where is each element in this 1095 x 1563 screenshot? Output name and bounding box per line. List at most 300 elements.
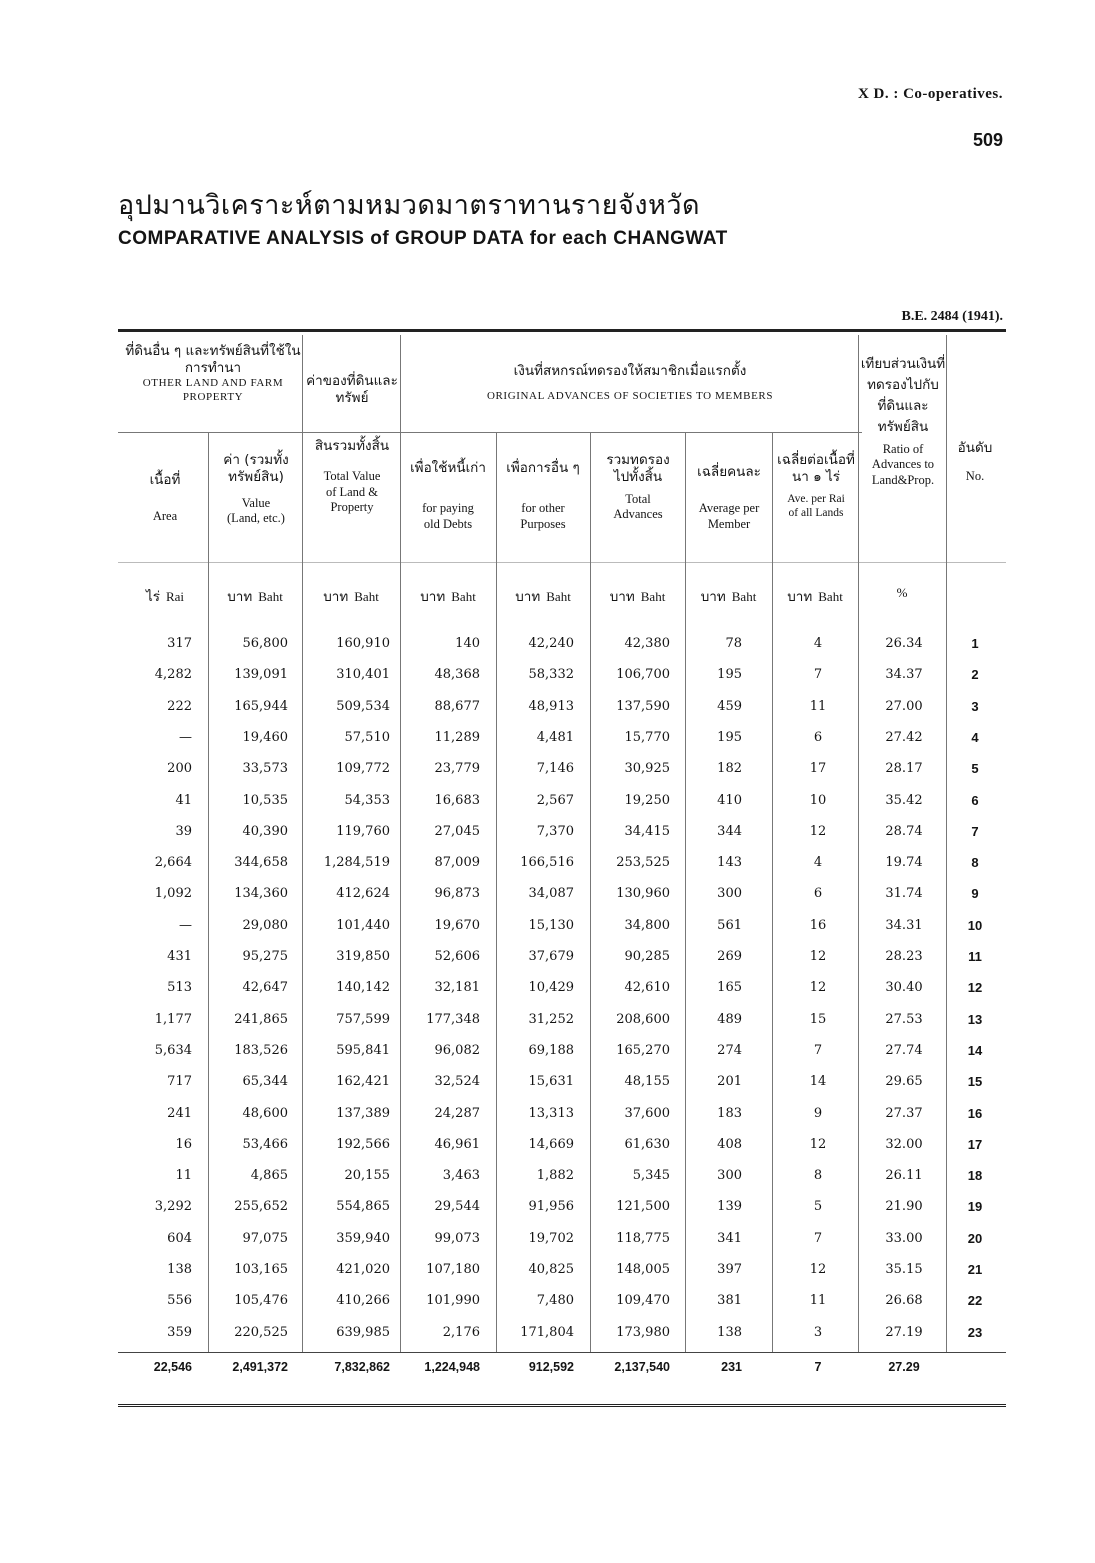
cell-old-debts: 46,961 (434, 1137, 480, 1152)
cell-value: 19,460 (242, 730, 288, 745)
cell-other: 69,188 (528, 1043, 574, 1058)
cell-ratio: 28.17 (885, 761, 923, 776)
cell-total-value: 310,401 (336, 667, 390, 682)
cell-ratio: 27.42 (885, 730, 923, 745)
header-other-land-en2: PROPERTY (182, 390, 244, 403)
header-other-purposes-thai: เพื่อการอื่น ๆ (506, 460, 580, 476)
cell-other: 40,825 (528, 1262, 574, 1277)
cell-total-adv: 30,925 (624, 761, 670, 776)
header-total-value-en1: Total Value (323, 468, 381, 483)
cell-per-rai: 12 (809, 980, 827, 995)
cell-value: 65,344 (242, 1074, 288, 1089)
cell-ratio: 34.37 (885, 667, 923, 682)
table-row (0, 1043, 1095, 1067)
cell-old-debts: 140 (455, 636, 480, 651)
cell-total-adv: 109,470 (616, 1293, 670, 1308)
table-row (0, 1168, 1095, 1192)
cell-per-rai: 12 (809, 1262, 827, 1277)
header-rule-advances (302, 432, 862, 433)
table-row (0, 636, 1095, 660)
total-row (0, 1360, 1095, 1384)
cell-old-debts: 99,073 (434, 1231, 480, 1246)
cell-per-rai: 3 (813, 1325, 823, 1340)
cell-ratio: 27.53 (885, 1012, 923, 1027)
cell-total-adv: 5,345 (632, 1168, 670, 1183)
header-other-purposes-en2: Purposes (520, 516, 566, 531)
units-rule (118, 562, 1006, 563)
cell-area: 431 (167, 949, 192, 964)
header-old-debts-thai: เพื่อใช้หนี้เก่า (410, 460, 486, 476)
cell-ratio: 27.29 (888, 1360, 920, 1374)
cell-per-rai: 7 (813, 1231, 823, 1246)
table-row (0, 793, 1095, 817)
header-old-debts (400, 460, 496, 532)
cell-total-adv: 15,770 (624, 730, 670, 745)
table-row (0, 918, 1095, 942)
cell-value: 241,865 (234, 1012, 288, 1027)
cell-ratio: 35.15 (885, 1262, 923, 1277)
cell-area: 16 (175, 1137, 192, 1152)
cell-area: 556 (167, 1293, 192, 1308)
cell-old-debts: 16,683 (434, 793, 480, 808)
header-no-en: No. (965, 468, 985, 483)
cell-total-adv: 130,960 (616, 886, 670, 901)
cell-area: 1,177 (154, 1012, 192, 1027)
cell-total-adv: 106,700 (616, 667, 670, 682)
cell-old-debts: 24,287 (434, 1106, 480, 1121)
cell-area: 2,664 (154, 855, 192, 870)
cell-value: 29,080 (242, 918, 288, 933)
table-bottom-rule (118, 1404, 1006, 1407)
table-row (0, 667, 1095, 691)
cell-other: 7,480 (536, 1293, 574, 1308)
cell-old-debts: 2,176 (442, 1325, 480, 1340)
cell-ratio: 27.00 (885, 699, 923, 714)
cell-other: 166,516 (520, 855, 574, 870)
unit-percent: % (896, 585, 908, 600)
cell-per-rai: 5 (813, 1199, 823, 1214)
cell-no: 19 (967, 1199, 983, 1214)
cell-total-value: 359,940 (336, 1231, 390, 1246)
cell-value: 134,360 (234, 886, 288, 901)
cell-per-rai: 6 (813, 886, 823, 901)
cell-total-value: 595,841 (336, 1043, 390, 1058)
cell-total-adv: 61,630 (624, 1137, 670, 1152)
cell-per-rai: 17 (809, 761, 827, 776)
unit-baht: บาท Baht (323, 589, 379, 605)
cell-ratio: 30.40 (885, 980, 923, 995)
cell-avg: 300 (717, 1168, 742, 1183)
cell-per-rai: 9 (813, 1106, 823, 1121)
cell-no: 13 (967, 1012, 983, 1027)
cell-total-value: 554,865 (336, 1199, 390, 1214)
cell-value: 220,525 (234, 1325, 288, 1340)
header-other-land-en1: OTHER LAND AND FARM (142, 376, 284, 389)
cell-total-value: 160,910 (336, 636, 390, 651)
cell-area: — (179, 918, 192, 933)
cell-avg: 300 (717, 886, 742, 901)
table-row (0, 1012, 1095, 1036)
cell-value: 105,476 (234, 1293, 288, 1308)
cell-area: 39 (175, 824, 192, 839)
cell-ratio: 34.31 (885, 918, 923, 933)
cell-ratio: 27.19 (885, 1325, 923, 1340)
cell-per-rai: 12 (809, 1137, 827, 1152)
cell-old-debts: 87,009 (434, 855, 480, 870)
header-other-land (122, 343, 304, 404)
cell-total-value: 1,284,519 (323, 855, 390, 870)
cell-value: 95,275 (242, 949, 288, 964)
cell-other: 58,332 (528, 667, 574, 682)
table-row (0, 1106, 1095, 1130)
cell-avg: 195 (717, 730, 742, 745)
header-area-thai: เนื้อที่ (149, 472, 181, 488)
total-rule (118, 1352, 1006, 1353)
cell-total-value: 410,266 (336, 1293, 390, 1308)
cell-total-value: 319,850 (336, 949, 390, 964)
cell-no: 15 (967, 1074, 983, 1089)
cell-avg: 183 (717, 1106, 742, 1121)
cell-value: 48,600 (242, 1106, 288, 1121)
header-no-thai: อันดับ (957, 440, 993, 456)
cell-other: 15,130 (528, 918, 574, 933)
header-total-value-en2: of Land & (325, 484, 379, 499)
cell-per-rai: 12 (809, 824, 827, 839)
year-label: B.E. 2484 (1941). (901, 309, 1003, 324)
cell-other: 91,956 (528, 1199, 574, 1214)
table-row (0, 980, 1095, 1004)
cell-per-rai: 7 (813, 1043, 823, 1058)
unit-baht: บาท Baht (700, 589, 757, 605)
cell-total-adv: 90,285 (624, 949, 670, 964)
cell-ratio: 31.74 (885, 886, 923, 901)
cell-other: 19,702 (528, 1231, 574, 1246)
cell-area: 359 (167, 1325, 192, 1340)
header-avg-member-en2: Member (707, 516, 751, 531)
header-value-en1: Value (241, 495, 271, 510)
unit-area (122, 585, 208, 607)
cell-per-rai: 6 (813, 730, 823, 745)
table-row (0, 761, 1095, 785)
cell-value: 183,526 (234, 1043, 288, 1058)
cell-ratio: 27.37 (885, 1106, 923, 1121)
header-per-rai-en1: Ave. per Rai (787, 492, 845, 505)
cell-old-debts: 96,082 (434, 1043, 480, 1058)
cell-old-debts: 23,779 (434, 761, 480, 776)
header-total-advances-en2: Advances (613, 507, 663, 522)
header-old-debts-en2: old Debts (423, 516, 473, 531)
cell-no: 16 (967, 1106, 983, 1121)
cell-total-adv: 19,250 (624, 793, 670, 808)
header-advances-thai: เงินที่สหกรณ์ทดรองให้สมาชิกเมื่อแรกตั้ง (513, 363, 747, 379)
cell-area: 200 (167, 761, 192, 776)
cell-ratio: 28.74 (885, 824, 923, 839)
cell-total-adv: 253,525 (616, 855, 670, 870)
cell-old-debts: 19,670 (434, 918, 480, 933)
cell-area: 4,282 (154, 667, 192, 682)
cell-per-rai: 7 (813, 667, 823, 682)
cell-avg: 381 (717, 1293, 742, 1308)
cell-total-value: 639,985 (336, 1325, 390, 1340)
cell-avg: 231 (721, 1360, 742, 1374)
cell-value: 165,944 (234, 699, 288, 714)
cell-per-rai: 8 (813, 1168, 823, 1183)
table-row (0, 1231, 1095, 1255)
cell-ratio: 26.11 (885, 1168, 923, 1183)
cell-total-adv: 118,775 (616, 1231, 670, 1246)
cell-total-value: 509,534 (336, 699, 390, 714)
cell-total-adv: 48,155 (624, 1074, 670, 1089)
cell-other: 912,592 (528, 1360, 574, 1374)
cell-avg: 78 (725, 636, 742, 651)
cell-ratio: 21.90 (885, 1199, 923, 1214)
cell-old-debts: 48,368 (434, 667, 480, 682)
cell-old-debts: 3,463 (442, 1168, 480, 1183)
cell-per-rai: 11 (809, 1293, 827, 1308)
header-avg-member-thai: เฉลี่ยคนละ (697, 464, 761, 480)
cell-area: 241 (167, 1106, 192, 1121)
cell-total-adv: 42,610 (624, 980, 670, 995)
page-title-thai: อุปมานวิเคราะห์ตามหมวดมาตราทานรายจังหวัด (118, 190, 701, 221)
cell-avg: 139 (717, 1199, 742, 1214)
unit-baht: บาท Baht (227, 589, 283, 605)
cell-area: 717 (167, 1074, 192, 1089)
cell-avg: 274 (717, 1043, 742, 1058)
cell-area: 317 (167, 636, 192, 651)
cell-value: 255,652 (234, 1199, 288, 1214)
cell-ratio: 19.74 (885, 855, 923, 870)
cell-total-value: 421,020 (336, 1262, 390, 1277)
cell-no: 12 (967, 980, 983, 995)
cell-value: 33,573 (242, 761, 288, 776)
cell-no: 11 (968, 949, 982, 964)
unit-area-en: Rai (165, 589, 185, 604)
cell-value: 53,466 (242, 1137, 288, 1152)
table-row (0, 855, 1095, 879)
cell-total-value: 162,421 (336, 1074, 390, 1089)
cell-avg: 561 (717, 918, 742, 933)
table-row (0, 1325, 1095, 1349)
header-total-value-en3: Property (330, 500, 374, 515)
header-old-debts-en1: for paying (422, 500, 474, 515)
unit-baht: บาท Baht (420, 589, 476, 605)
header-advances-en: ORIGINAL ADVANCES OF SOCIETIES TO MEMBERS (486, 389, 774, 402)
header-ratio-thai: เทียบส่วนเงินที่ทดรองไปกับที่ดินและทรัพย์สิน (860, 356, 946, 435)
cell-per-rai: 4 (813, 636, 823, 651)
cell-ratio: 29.65 (885, 1074, 923, 1089)
cell-avg: 397 (717, 1262, 742, 1277)
cell-old-debts: 11,289 (434, 730, 480, 745)
cell-old-debts: 1,224,948 (424, 1360, 480, 1374)
cell-per-rai: 14 (809, 1074, 827, 1089)
header-per-rai (773, 452, 859, 521)
cell-value: 2,491,372 (232, 1360, 288, 1374)
cell-per-rai: 11 (809, 699, 827, 714)
table-row (0, 1262, 1095, 1286)
cell-ratio: 35.42 (885, 793, 923, 808)
cell-total-adv: 2,137,540 (614, 1360, 670, 1374)
unit-baht: บาท Baht (609, 589, 666, 605)
cell-total-adv: 173,980 (616, 1325, 670, 1340)
cell-value: 344,658 (234, 855, 288, 870)
cell-avg: 195 (717, 667, 742, 682)
cell-no: 1 (971, 636, 979, 651)
header-other-purposes-en1: for other (521, 500, 565, 515)
cell-other: 7,146 (536, 761, 574, 776)
header-avg-member (686, 464, 772, 532)
header-area (122, 472, 208, 525)
cell-avg: 489 (717, 1012, 742, 1027)
header-per-rai-en2: of all Lands (788, 507, 844, 520)
table-row (0, 699, 1095, 723)
cell-other: 14,669 (528, 1137, 574, 1152)
page-number: 509 (972, 130, 1003, 150)
cell-value: 42,647 (242, 980, 288, 995)
cell-total-value: 140,142 (336, 980, 390, 995)
cell-avg: 182 (717, 761, 742, 776)
cell-no: 2 (971, 667, 979, 682)
cell-old-debts: 52,606 (434, 949, 480, 964)
cell-no: 9 (971, 886, 979, 901)
cell-ratio: 26.34 (885, 636, 923, 651)
cell-old-debts: 96,873 (434, 886, 480, 901)
cell-no: 10 (967, 918, 983, 933)
cell-total-value: 57,510 (344, 730, 390, 745)
header-avg-member-en1: Average per (698, 500, 760, 515)
cell-total-adv: 34,415 (624, 824, 670, 839)
cell-other: 15,631 (528, 1074, 574, 1089)
header-total-advances-thai: รวมทดรองไปทั้งสิ้น (606, 452, 670, 485)
cell-total-value: 7,832,862 (334, 1360, 390, 1374)
cell-other: 10,429 (528, 980, 574, 995)
cell-no: 23 (967, 1325, 983, 1340)
cell-area: 222 (167, 699, 192, 714)
cell-per-rai: 4 (813, 855, 823, 870)
cell-value: 40,390 (242, 824, 288, 839)
cell-total-adv: 37,600 (624, 1106, 670, 1121)
cell-total-value: 137,389 (336, 1106, 390, 1121)
cell-value: 10,535 (242, 793, 288, 808)
cell-other: 31,252 (528, 1012, 574, 1027)
cell-total-value: 101,440 (336, 918, 390, 933)
cell-avg: 143 (717, 855, 742, 870)
cell-avg: 408 (717, 1137, 742, 1152)
table-row (0, 886, 1095, 910)
cell-area: 5,634 (154, 1043, 192, 1058)
table-row (0, 824, 1095, 848)
cell-value: 103,165 (234, 1262, 288, 1277)
cell-old-debts: 88,677 (434, 699, 480, 714)
cell-old-debts: 32,524 (434, 1074, 480, 1089)
header-value (210, 452, 302, 527)
cell-other: 34,087 (528, 886, 574, 901)
header-ratio-en2: Advances to (871, 457, 935, 472)
table-row (0, 949, 1095, 973)
cell-other: 1,882 (536, 1168, 574, 1183)
header-other-land-thai: ที่ดินอื่น ๆ และทรัพย์สินที่ใช้ในการทำนา (125, 343, 301, 376)
cell-old-debts: 29,544 (434, 1199, 480, 1214)
cell-other: 48,913 (528, 699, 574, 714)
cell-old-debts: 101,990 (426, 1293, 480, 1308)
cell-area: 138 (167, 1262, 192, 1277)
cell-no: 5 (971, 761, 979, 776)
cell-no: 14 (967, 1043, 983, 1058)
cell-ratio: 27.74 (885, 1043, 923, 1058)
cell-no: 4 (971, 730, 979, 745)
cell-old-debts: 107,180 (426, 1262, 480, 1277)
cell-avg: 269 (717, 949, 742, 964)
cell-other: 13,313 (528, 1106, 574, 1121)
cell-no: 7 (971, 824, 979, 839)
cell-total-value: 192,566 (336, 1137, 390, 1152)
cell-area: 1,092 (154, 886, 192, 901)
cell-total-adv: 148,005 (616, 1262, 670, 1277)
cell-avg: 410 (717, 793, 742, 808)
header-value-thai: ค่า (รวมทั้งทรัพย์สิน) (223, 452, 289, 485)
cell-value: 139,091 (234, 667, 288, 682)
cell-ratio: 33.00 (885, 1231, 923, 1246)
cell-area: 22,546 (153, 1360, 192, 1374)
table-row (0, 1293, 1095, 1317)
header-ratio-en1: Ratio of (882, 441, 924, 456)
cell-total-value: 757,599 (336, 1012, 390, 1027)
header-land-value-thai: ค่าของที่ดินและทรัพย์ (306, 373, 398, 406)
cell-old-debts: 27,045 (434, 824, 480, 839)
table-row (0, 1137, 1095, 1161)
cell-area: 41 (175, 793, 192, 808)
table-row (0, 1199, 1095, 1223)
cell-ratio: 26.68 (885, 1293, 923, 1308)
table-top-rule (118, 329, 1006, 332)
cell-area: 604 (167, 1231, 192, 1246)
header-ratio (860, 354, 946, 489)
cell-other: 171,804 (520, 1325, 574, 1340)
cell-other: 42,240 (528, 636, 574, 651)
cell-avg: 138 (717, 1325, 742, 1340)
cell-total-adv: 208,600 (616, 1012, 670, 1027)
cell-area: 11 (175, 1168, 192, 1183)
cell-no: 18 (967, 1168, 983, 1183)
cell-total-value: 109,772 (336, 761, 390, 776)
cell-per-rai: 7 (814, 1360, 822, 1374)
cell-old-debts: 177,348 (426, 1012, 480, 1027)
cell-no: 21 (967, 1262, 983, 1277)
header-rule-left (118, 432, 302, 433)
running-head: X D. : Co-operatives. (857, 86, 1003, 102)
cell-no: 3 (971, 699, 979, 714)
header-total-value-thai: สินรวมทั้งสิ้น (314, 438, 390, 454)
table-row (0, 1074, 1095, 1098)
cell-value: 56,800 (242, 636, 288, 651)
cell-other: 4,481 (536, 730, 574, 745)
header-area-en: Area (152, 508, 178, 523)
unit-baht: บาท Baht (787, 589, 843, 605)
cell-other: 7,370 (536, 824, 574, 839)
cell-per-rai: 15 (809, 1012, 827, 1027)
cell-old-debts: 32,181 (434, 980, 480, 995)
cell-area: 513 (167, 980, 192, 995)
header-no (946, 440, 1004, 485)
cell-other: 2,567 (536, 793, 574, 808)
cell-per-rai: 12 (809, 949, 827, 964)
header-value-en2: (Land, etc.) (227, 511, 285, 526)
cell-value: 97,075 (242, 1231, 288, 1246)
cell-no: 8 (971, 855, 979, 870)
cell-total-value: 20,155 (344, 1168, 390, 1183)
cell-area: — (179, 730, 192, 745)
header-advances-group (402, 363, 858, 404)
header-ratio-en3: Land&Prop. (871, 472, 935, 487)
